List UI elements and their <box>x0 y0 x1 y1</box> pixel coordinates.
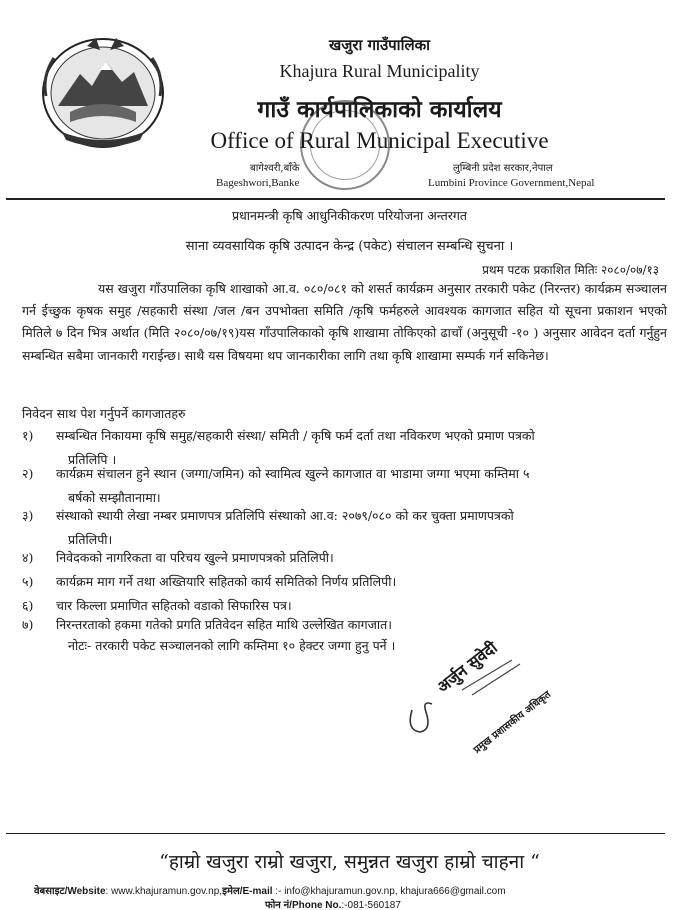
list-item-text: निरन्तरताको हकमा गतेको प्रगति प्रतिवेदन सहित माथि उल्लेखित कागजात। <box>56 617 393 632</box>
list-item-text: कार्यक्रम माग गर्ने तथा अख्तियारि सहितको कार्य समितिको निर्णय प्रतिलिपी। <box>56 574 397 589</box>
address-np-left: बागेश्वरी,बाँके <box>250 163 300 174</box>
list-item <box>22 570 642 594</box>
phone-line <box>265 897 401 910</box>
list-item-number: ३) <box>22 508 34 523</box>
list-item-number: ५) <box>22 574 34 589</box>
publish-date: प्रथम पटक प्रकाशित मितिः २०८०/०७/१३ <box>482 263 659 277</box>
documents-list-title: निवेदन साथ पेश गर्नुपर्ने कागजातहरु <box>22 406 186 421</box>
list-item-number: ७) <box>22 617 34 632</box>
list-item-text: संस्थाको स्थायी लेखा नम्बर प्रमाणपत्र प्रतिलिपि संस्थाको आ.व: २०७९/०८० को कर चुक्ता प्रमाणपत्रको <box>56 508 514 523</box>
list-item-number: ४) <box>22 550 34 565</box>
list-item-text: निवेदकको नागरिकता वा परिचय खुल्ने प्रमाणपत्रको प्रतिलिपी। <box>56 550 334 565</box>
project-line: प्रधानमन्त्री कृषि आधुनिकीकरण परियोजना अन्तरगत <box>231 208 468 223</box>
list-item <box>22 504 642 552</box>
phone-number: :-081-560187 <box>341 900 401 910</box>
list-item-number: १) <box>22 428 34 443</box>
list-item-text: चार किल्ला प्रमाणित सहितको वडाको सिफारिस पत्र। <box>56 598 292 613</box>
phone-label: फोन नं/Phone No. <box>265 900 342 910</box>
header-divider <box>6 198 665 200</box>
signatory-name: अर्जुन सुवेदी <box>433 637 501 697</box>
contact-line <box>34 883 506 897</box>
website-label: वेबसाइट/Website <box>34 886 106 897</box>
address-en-right: Lumbini Province Government,Nepal <box>428 177 595 189</box>
note-text: नोटः- तरकारी पकेट सञ्चालनको लागि कम्तिमा १० हेक्टर जग्गा हुनु पर्ने । <box>68 638 396 653</box>
list-item <box>22 462 642 510</box>
office-name-en: Office of Rural Municipal Executive <box>210 128 549 153</box>
list-item-continuation: प्रतिलिपि । <box>68 452 117 467</box>
list-item-number: ६) <box>22 598 34 613</box>
address-np-right: लुम्बिनी प्रदेश सरकार,नेपाल <box>453 163 553 174</box>
signatory-title: प्रमुख प्रशासकीय अधिकृत <box>471 689 554 757</box>
office-name-np: गाउँ कार्यपालिकाको कार्यालय <box>257 96 502 123</box>
email-label: इमेल/E-mail <box>222 886 273 897</box>
notice-title: साना व्यवसायिक कृषि उत्पादन केन्द्र (पकेट) संचालन सम्बन्धि सुचना । <box>185 239 514 254</box>
footer-divider <box>6 833 665 834</box>
list-item-text: कार्यक्रम संचालन हुने स्थान (जग्गा/जमिन) को स्वामित्व खुल्ने कागजात वा भाडामा जग्गा भएमा कम्तिमा ५ <box>56 466 530 481</box>
list-item <box>22 546 642 570</box>
address-en-left: Bageshwori,Banke <box>216 177 300 189</box>
municipality-name-np: खजुरा गाउँपालिका <box>328 36 431 54</box>
website-link[interactable]: : www.khajuramun.gov.np, <box>105 886 223 897</box>
list-item-number: २) <box>22 466 34 481</box>
slogan: “हाम्रो खजुरा राम्रो खजुरा, समुन्नत खजुरा हाम्रो चाहना “ <box>159 851 540 873</box>
municipality-name-en: Khajura Rural Municipality <box>279 61 480 81</box>
notice-body: यस खजुरा गाँउपालिका कृषि शाखाको आ.व. ०८०/०८१ को शसर्त कार्यक्रम अनुसार तरकारी पकेट (निरन्तर) कार्यक्रम सञ्चालन गर्न ईच्छुक कृषक समुह /सहकारी संस्था /जल /बन उपभोक्ता समिति /कृषि फर्महरुले आवश्यक कागजात सहित यो सूचना प्रकाशन भएको मितिले ७ दिन भित्र अर्थात (मिति २०८०/०७/१९)यस गाँउपालिकाको कृषि शाखामा तोकिएको ढाचाँ (अनुसूची -१० ) अनुसार आवेदन दर्ता गर्नुहुन सम्बन्धित सबैमा जानकारी गराईन्छ। साथै यस विषयमा थप जानकारीका लागि तथा कृषि शाखामा सम्पर्क गर्न सकिनेछ। <box>22 281 667 363</box>
list-item-continuation: प्रतिलिपी। <box>68 532 113 547</box>
list-item-continuation: बर्षको सम्झौतानामा। <box>68 490 161 505</box>
list-item <box>22 613 642 637</box>
email-link[interactable]: :- info@khajuramun.gov.np, khajura666@gmail.com <box>272 886 506 897</box>
list-item-text: सम्बन्धित निकायमा कृषि समुह/सहकारी संस्था/ समिती / कृषि फर्म दर्ता तथा नविकरण भएको प्रमाण पत्रको <box>56 428 535 443</box>
